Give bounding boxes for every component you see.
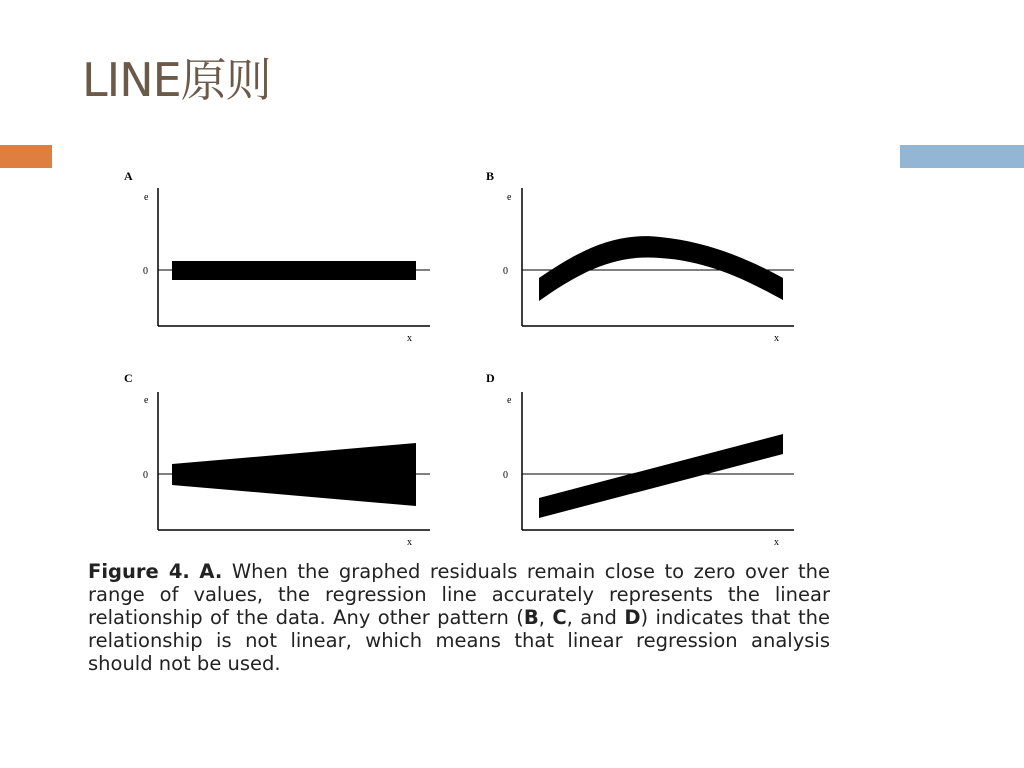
figure-caption: [88, 560, 830, 675]
panel-c-zero: 0: [143, 470, 148, 481]
panel-c-letter: C: [124, 371, 133, 385]
residual-plots-figure: [110, 160, 830, 555]
panel-c: [124, 371, 430, 548]
slide-title: LINE原则: [82, 53, 271, 107]
panel-b-zero: 0: [503, 266, 508, 277]
caption-c: C: [552, 606, 567, 629]
panel-c-xlabel: x: [407, 537, 412, 548]
caption-text-1: When the graphed residuals remain close to zero over the range of values, the regression line accurately represents the linear relationship of the data. Any other pattern (: [88, 560, 831, 629]
panel-b-xlabel: x: [774, 333, 779, 344]
panel-a: [124, 169, 430, 344]
caption-b: B: [523, 606, 539, 629]
panel-d-ylabel: e: [507, 395, 512, 406]
panel-c-residual-band: [172, 443, 416, 506]
caption-text-2: ) indicates that the relationship is not linear, which means that linear regression analysis should not be used.: [88, 606, 830, 675]
panel-a-residual-band: [172, 261, 416, 280]
panel-b: [486, 169, 794, 344]
residual-plots-svg: [110, 160, 830, 555]
panel-a-xlabel: x: [407, 333, 412, 344]
panel-d-residual-band: [539, 434, 783, 518]
panel-d-letter: D: [486, 371, 495, 385]
panel-c-ylabel: e: [144, 395, 149, 406]
panel-b-residual-band: [539, 236, 783, 301]
caption-sep-1: ,: [538, 606, 553, 629]
panel-b-letter: B: [486, 169, 495, 183]
caption-sep-2: , and: [566, 606, 625, 629]
panel-a-zero: 0: [143, 266, 148, 277]
panel-d-zero: 0: [503, 470, 508, 481]
panel-a-letter: A: [124, 169, 133, 183]
caption-figure-label: Figure 4.: [88, 560, 190, 583]
panel-b-ylabel: e: [507, 192, 512, 203]
panel-d: [486, 371, 794, 548]
panel-a-ylabel: e: [144, 192, 149, 203]
accent-bar-left: [0, 145, 52, 168]
accent-bar-right: [900, 145, 1024, 168]
caption-d: D: [624, 606, 641, 629]
caption-a-label: A.: [199, 560, 223, 583]
panel-d-xlabel: x: [774, 537, 779, 548]
